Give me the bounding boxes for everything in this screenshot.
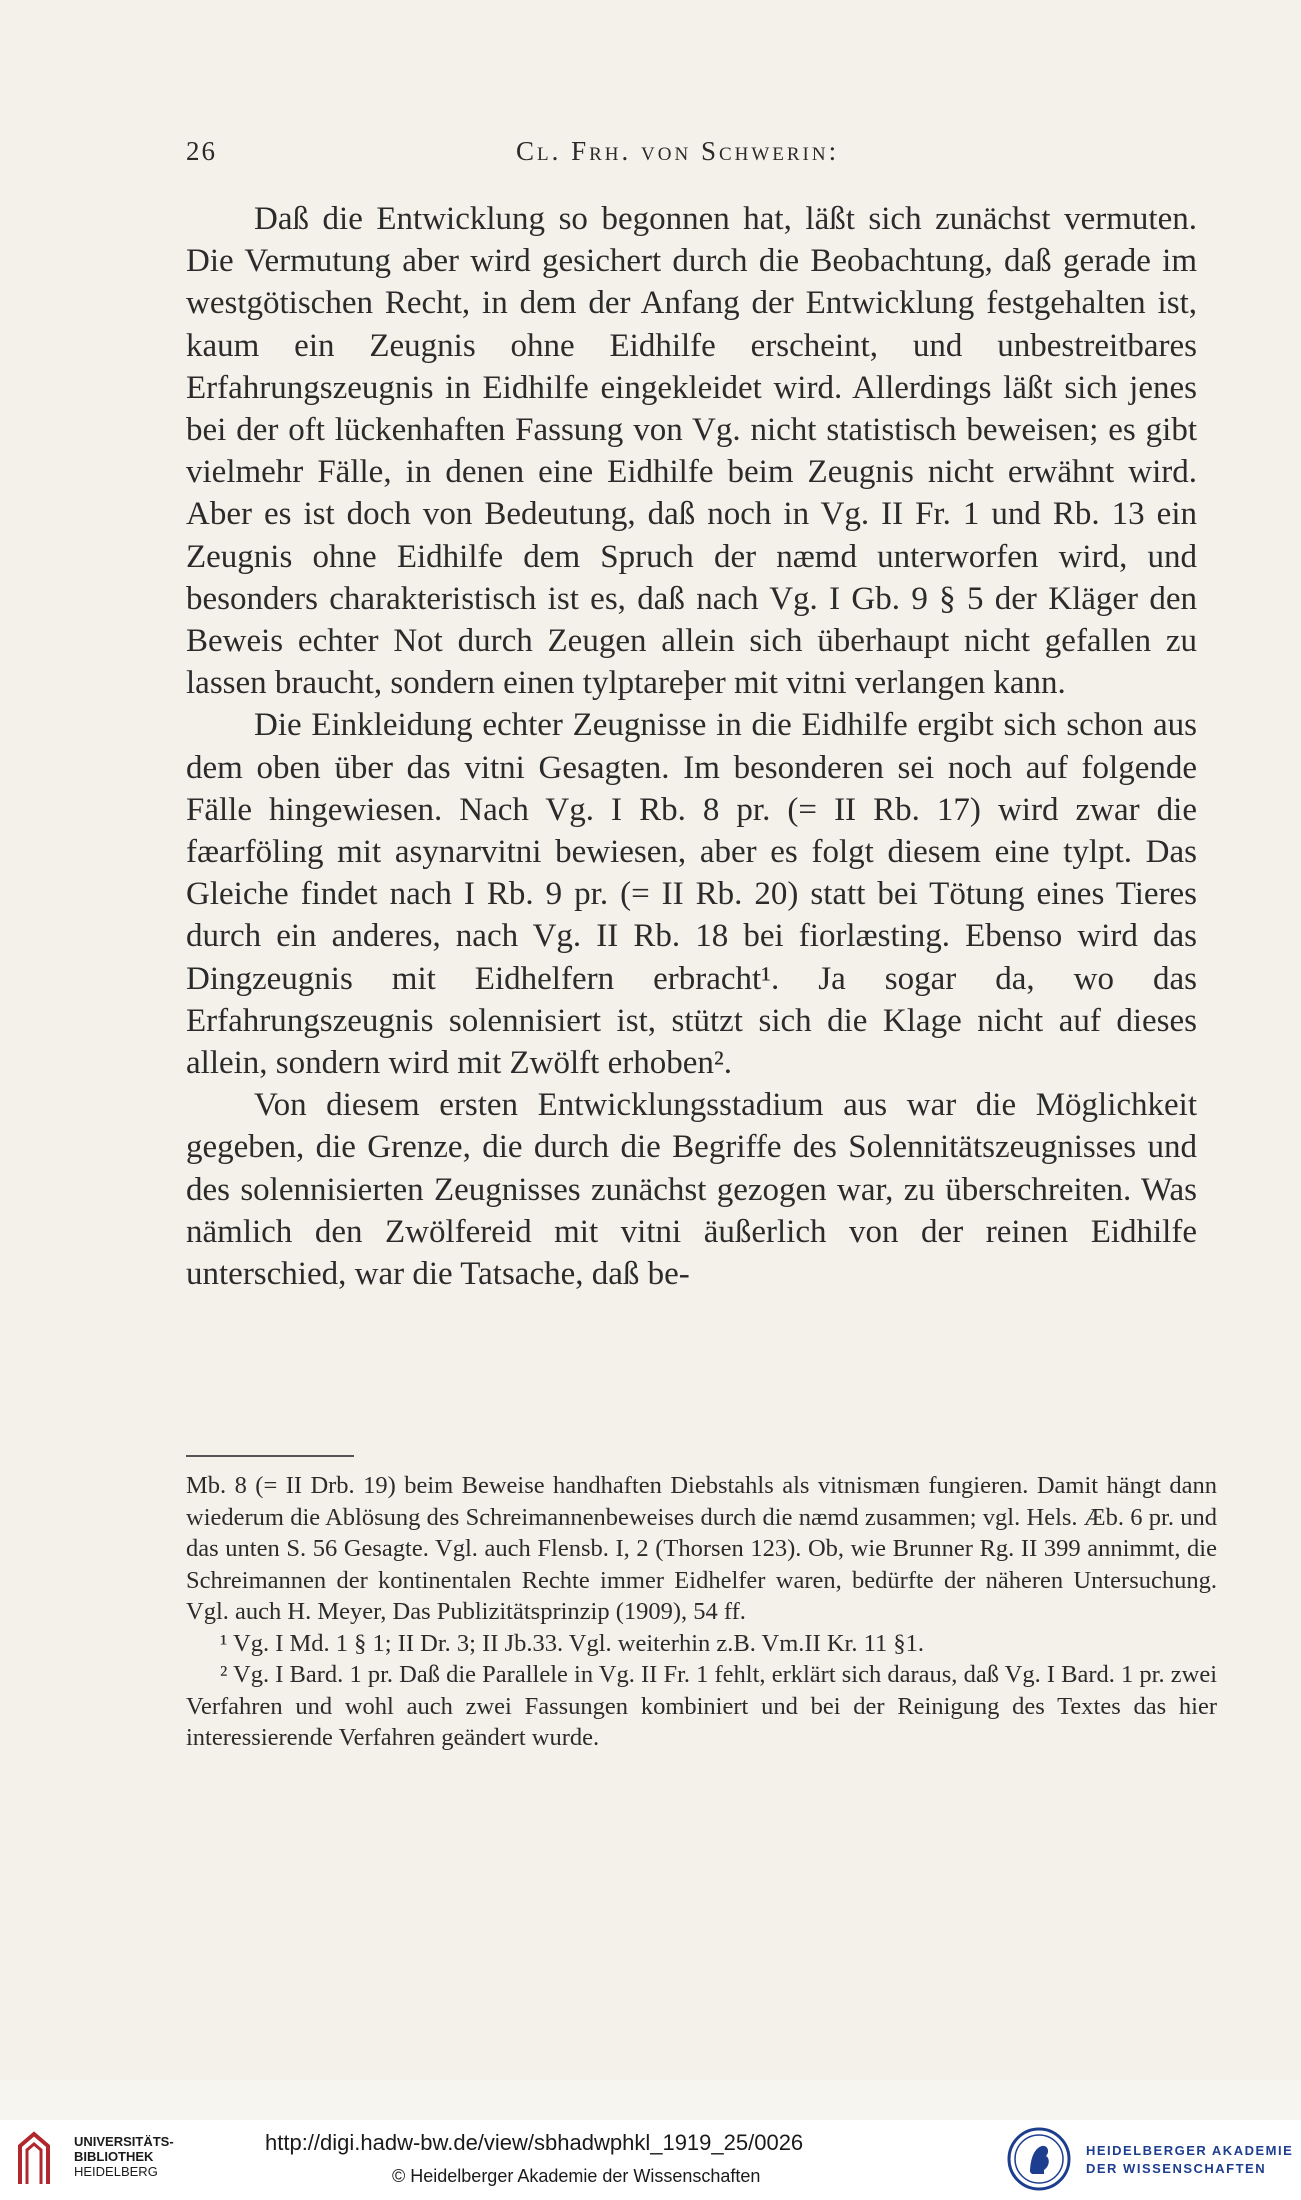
footnote-1: ¹ Vg. I Md. 1 § 1; II Dr. 3; II Jb.33. Vgl. weiterhin z.B. Vm.II Kr. 11 §1.: [220, 1629, 924, 1657]
permalink-url[interactable]: http://digi.hadw-bw.de/view/sbhadwphkl_1919_25/0026: [265, 2130, 804, 2155]
footnote-continued: Mb. 8 (= II Drb. 19) beim Beweise handhaften Diebstahls als vitnismæn fungieren. Damit hängt dann wiederum die Ablösung des Schreimannenbeweises durch die næmd zusammen; vgl. Hels. Æb. 6 pr. und das unten S. 56 Gesagte. Vgl. auch Flensb. I, 2 (Thorsen 123). Ob, wie Brunner Rg. II 399 annimmt, die Schreimannen der kontinentalen Rechte immer Eidhelfer waren, bedürfte der näheren Untersuchung. Vgl. auch H. Meyer, Das Publizitätsprinzip (1909), 54 ff.: [186, 1472, 1217, 1625]
body-text: [186, 198, 1197, 1295]
paragraph: Von diesem ersten Entwicklungsstadium aus war die Möglichkeit gegeben, die Grenze, die durch die Begriffe des Solennitätszeugnisses und des solennisierten Zeugnisses zunächst gezogen war, zu überschreiten. Was nämlich den Zwölfereid mit vitni äußerlich von der reinen Eidhilfe unterschied, war die Tatsache, daß be-: [186, 1087, 1197, 1293]
footnotes: [186, 1470, 1217, 1754]
university-library-logo-icon: [14, 2128, 54, 2188]
footnote-separator: [186, 1455, 354, 1457]
paragraph: Die Einkleidung echter Zeugnisse in die Eidhilfe ergibt sich schon aus dem oben über das vitni Gesagten. Im besonderen sei noch auf folgende Fälle hingewiesen. Nach Vg. I Rb. 8 pr. (= II Rb. 17) wird zwar die fæarföling mit asynarvitni bewiesen, aber es folgt diesem eine tylpt. Das Gleiche findet nach I Rb. 9 pr. (= II Rb. 20) statt bei Tötung eines Tieres durch ein anderes, nach Vg. II Rb. 18 bei fiorlæsting. Ebenso wird das Dingzeugnis mit Eidhelfern erbracht¹. Ja sogar da, wo das Erfahrungszeugnis solennisiert ist, stützt sich die Klage nicht auf dieses allein, sondern wird mit Zwölft erhoben².: [186, 707, 1197, 1082]
academy-name: HEIDELBERGER AKADEMIE DER WISSENSCHAFTEN: [1086, 2143, 1294, 2176]
academy-seal-icon: [1006, 2126, 1072, 2192]
footnote-2: ² Vg. I Bard. 1 pr. Daß die Parallele in Vg. II Fr. 1 fehlt, erklärt sich daraus, daß Vg. I Bard. 1 pr. zwei Verfahren und wohl auch zwei Fassungen kombiniert und bei der Reinigung des Textes das hier interessierende Verfahren geändert wurde.: [186, 1661, 1217, 1751]
page-number: 26: [186, 136, 217, 166]
paragraph: Daß die Entwicklung so begonnen hat, läßt sich zunächst vermuten. Die Vermutung aber wird gesichert durch die Beobachtung, daß gerade im westgötischen Recht, in dem der Anfang der Entwicklung festgehalten ist, kaum ein Zeugnis ohne Eidhilfe erscheint, und unbestreitbares Erfahrungszeugnis in Eidhilfe eingekleidet wird. Allerdings läßt sich jenes bei der oft lückenhaften Fassung von Vg. nicht statistisch beweisen; es gibt vielmehr Fälle, in denen eine Eidhilfe beim Zeugnis nicht erwähnt wird. Aber es ist doch von Bedeutung, daß noch in Vg. II Fr. 1 und Rb. 13 ein Zeugnis ohne Eidhilfe dem Spruch der næmd unterworfen wird, und besonders charakteristisch ist es, daß nach Vg. I Gb. 9 § 5 der Kläger den Beweis echter Not durch Zeugen allein sich überhaupt nicht gefallen zu lassen braucht, sondern einen tylptareþer mit vitni verlangen kann.: [186, 201, 1197, 702]
copyright-notice: © Heidelberger Akademie der Wissenschaften: [392, 2166, 761, 2186]
viewer-footer: [0, 2120, 1301, 2200]
university-library-name: UNIVERSITÄTS- BIBLIOTHEK HEIDELBERG: [74, 2134, 174, 2179]
running-title: Cl. Frh. von Schwerin:: [516, 136, 840, 166]
